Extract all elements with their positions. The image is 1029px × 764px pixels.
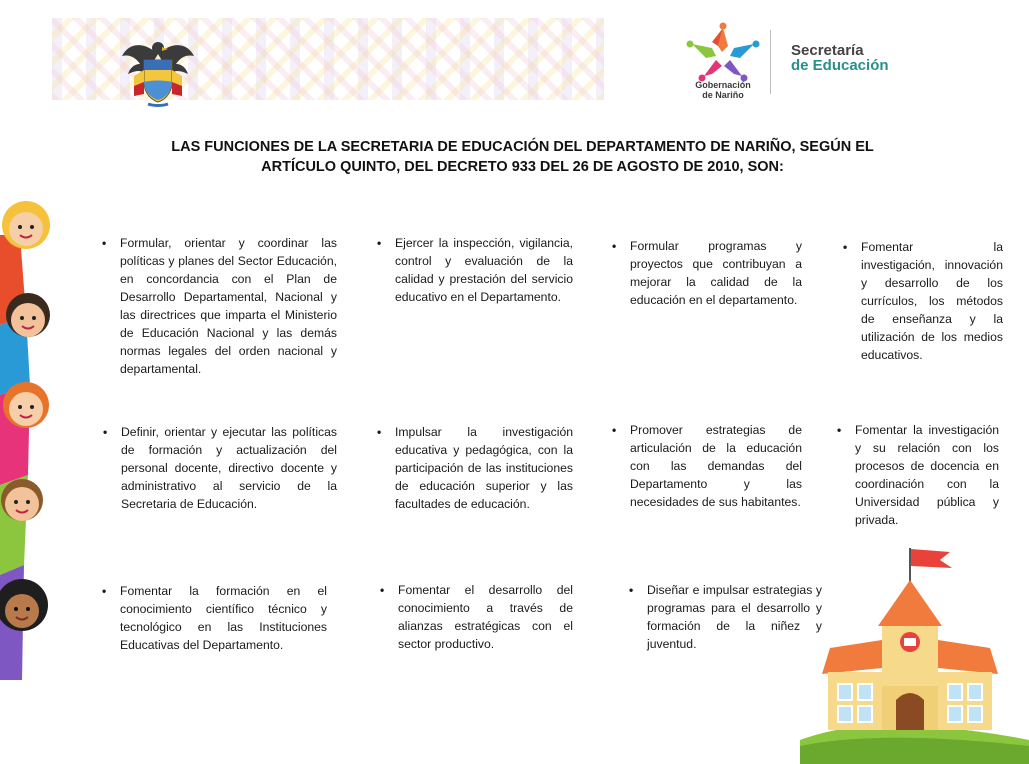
function-text: Diseñar e impulsar estrategias y programas para el desarrollo y formación de la niñez y juventud. xyxy=(647,583,822,651)
bullet-icon: • xyxy=(843,240,848,254)
page-title xyxy=(150,137,895,177)
bullet-icon: • xyxy=(380,583,385,597)
function-text: Impulsar la investigación educativa y pedagógica, con la participación de las instituciones de educación superior y las facultades de educación. xyxy=(395,425,573,511)
function-text: Definir, orientar y ejecutar las políticas de formación y actualización del personal docente, directivo docente y administrativo al servicio de la Secretaria de Educación. xyxy=(121,425,337,511)
bullet-icon: • xyxy=(102,236,107,250)
gov-logo-caption-line1: Gobernación xyxy=(695,80,751,90)
function-text: Formular programas y proyectos que contribuyan a mejorar la calidad de la educación en el departamento. xyxy=(630,239,802,307)
function-item-2 xyxy=(375,234,573,306)
bullet-icon: • xyxy=(377,425,382,439)
function-text: Promover estrategias de articulación de la educación con las demandas del Departamento y las necesidades de sus habitantes. xyxy=(630,423,802,509)
bullet-icon: • xyxy=(629,583,634,597)
gov-logo-caption xyxy=(684,80,762,100)
function-text: Fomentar la investigación y su relación con los procesos de docencia en coordinación con la Universidad pública y privada. xyxy=(855,423,999,527)
function-item-11 xyxy=(627,581,822,653)
function-item-7 xyxy=(610,421,802,511)
page-title-line1: LAS FUNCIONES DE LA SECRETARIA DE EDUCACIÓN DEL DEPARTAMENTO DE NARIÑO, SEGÚN EL xyxy=(171,139,874,155)
bullet-icon: • xyxy=(612,239,617,253)
de-educacion-label: de Educación xyxy=(791,57,889,74)
function-item-1 xyxy=(100,234,337,378)
header-divider xyxy=(770,30,771,94)
function-item-3 xyxy=(610,237,802,309)
secretaria-label: Secretaría xyxy=(791,42,864,59)
function-text: Ejercer la inspección, vigilancia, control y evaluación de la calidad y prestación del servicio educativo en el Departamento. xyxy=(395,236,573,304)
function-item-4 xyxy=(841,238,1003,364)
cartoon-children-illustration xyxy=(0,195,62,680)
bullet-icon: • xyxy=(612,423,617,437)
page-title-line2: ARTÍCULO QUINTO, DEL DECRETO 933 DEL 26 DE AGOSTO DE 2010, SON: xyxy=(261,159,784,175)
function-text: Fomentar la investigación, innovación y desarrollo de los currículos, los métodos de enseñanza y la utilización de los medios educativos. xyxy=(861,240,1003,362)
bullet-icon: • xyxy=(377,236,382,250)
function-item-8 xyxy=(835,421,999,529)
bullet-icon: • xyxy=(102,584,107,598)
function-text: Fomentar la formación en el conocimiento científico técnico y tecnológico en las Instituciones Educativas del Departamento. xyxy=(120,584,327,652)
function-text: Formular, orientar y coordinar las políticas y planes del Sector Educación, en concordancia con el Plan de Desarrollo Departamental, Nacional y las directrices que imparta el Ministerio de Educación Nacional y las demás normas legales del orden nacional y departamental. xyxy=(120,236,337,376)
function-item-10 xyxy=(378,581,573,653)
function-item-6 xyxy=(375,423,573,513)
function-item-9 xyxy=(100,582,327,654)
bullet-icon: • xyxy=(103,425,108,439)
gov-logo-caption-line2: de Nariño xyxy=(702,90,744,100)
bullet-icon: • xyxy=(837,423,842,437)
function-item-5 xyxy=(101,423,337,513)
school-building-illustration xyxy=(800,540,1029,764)
function-text: Fomentar el desarrollo del conocimiento a través de alianzas estratégicas con el sector productivo. xyxy=(398,583,573,651)
colombia-coat-of-arms-icon xyxy=(120,34,196,108)
